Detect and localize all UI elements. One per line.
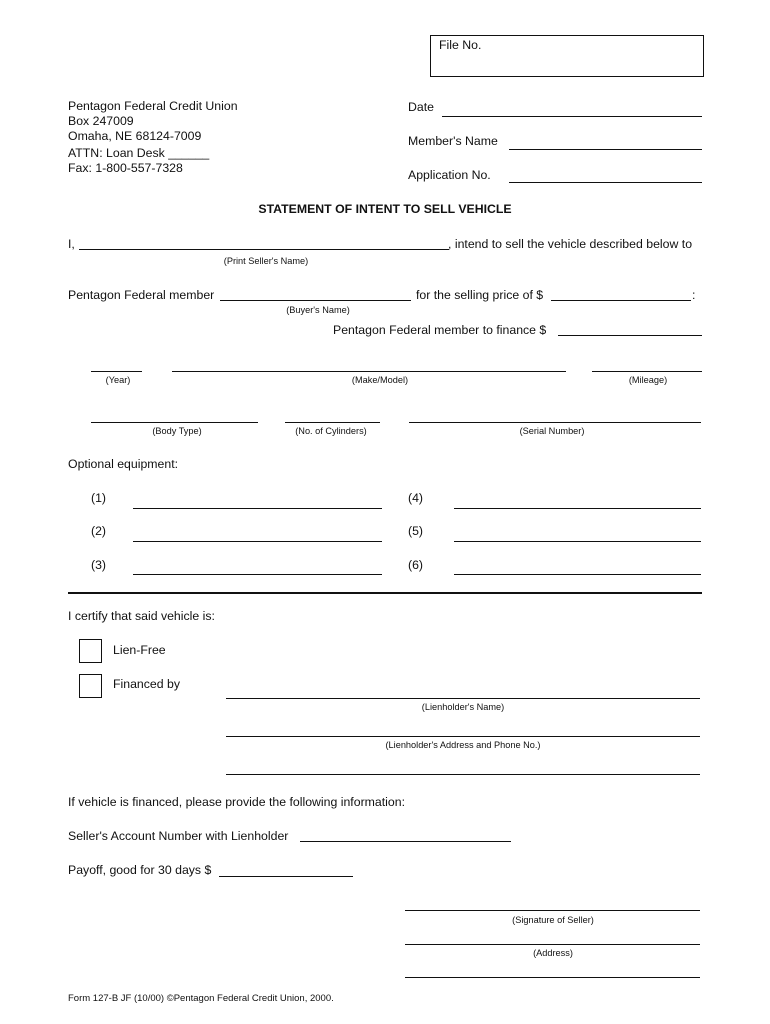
date-field[interactable]: [442, 116, 702, 117]
payoff-amount-field[interactable]: [219, 876, 353, 877]
financed-by-checkbox[interactable]: [79, 674, 102, 698]
certify-label: I certify that said vehicle is:: [68, 609, 215, 623]
equipment-number-1: (1): [91, 491, 107, 505]
payoff-label: Payoff, good for 30 days $: [68, 863, 212, 877]
optional-equipment-label: Optional equipment:: [68, 457, 179, 471]
section-divider: [68, 592, 702, 594]
buyer-prefix: Pentagon Federal member: [68, 288, 215, 302]
seller-name-field[interactable]: [79, 249, 449, 250]
address-line-3: Omaha, NE 68124-7009: [68, 129, 202, 143]
seller-signature-caption: (Signature of Seller): [512, 915, 594, 925]
date-label: Date: [408, 100, 434, 114]
financed-by-label: Financed by: [113, 677, 180, 691]
finance-amount-field[interactable]: [558, 335, 702, 336]
form-footer: Form 127-B JF (10/00) ©Pentagon Federal Credit Union, 2000.: [68, 993, 334, 1004]
lienholder-address-field[interactable]: [226, 736, 700, 737]
lien-free-checkbox[interactable]: [79, 639, 102, 663]
mileage-caption: (Mileage): [628, 375, 668, 385]
equipment-number-4: (4): [408, 491, 424, 505]
lienholder-address-caption: (Lienholder's Address and Phone No.): [385, 740, 541, 750]
seller-suffix: , intend to sell the vehicle described below to: [448, 237, 693, 251]
account-number-field[interactable]: [300, 841, 511, 842]
address-line-1: Pentagon Federal Credit Union: [68, 99, 238, 113]
file-no-box[interactable]: [430, 35, 704, 77]
account-number-label: Seller's Account Number with Lienholder: [68, 829, 289, 843]
cylinders-field[interactable]: [285, 422, 380, 423]
member-name-label: Member's Name: [408, 134, 498, 148]
mileage-field[interactable]: [592, 371, 702, 372]
form-title: STATEMENT OF INTENT TO SELL VEHICLE: [258, 202, 512, 216]
seller-name-caption: (Print Seller's Name): [223, 256, 309, 266]
seller-address-field[interactable]: [405, 944, 700, 945]
equipment-field-2[interactable]: [133, 541, 382, 542]
buyer-name-caption: (Buyer's Name): [286, 305, 350, 315]
member-name-field[interactable]: [509, 149, 702, 150]
seller-signature-field[interactable]: [405, 910, 700, 911]
make-model-field[interactable]: [172, 371, 566, 372]
financed-info-intro: If vehicle is financed, please provide the following information:: [68, 795, 405, 809]
lienholder-extra-field[interactable]: [226, 774, 700, 775]
application-no-field[interactable]: [509, 182, 702, 183]
lien-free-label: Lien-Free: [113, 643, 166, 657]
equipment-field-6[interactable]: [454, 574, 701, 575]
address-line-5: Fax: 1-800-557-7328: [68, 161, 183, 175]
year-field[interactable]: [91, 371, 142, 372]
address-line-4: ATTN: Loan Desk ______: [68, 146, 210, 160]
buyer-price-label: for the selling price of $: [416, 288, 544, 302]
equipment-field-5[interactable]: [454, 541, 701, 542]
lienholder-name-caption: (Lienholder's Name): [421, 702, 505, 712]
equipment-field-3[interactable]: [133, 574, 382, 575]
body-type-field[interactable]: [91, 422, 258, 423]
file-no-label: File No.: [439, 38, 482, 52]
body-type-caption: (Body Type): [152, 426, 202, 436]
seller-prefix: I,: [68, 237, 75, 251]
seller-address-caption: (Address): [533, 948, 573, 958]
serial-number-caption: (Serial Number): [519, 426, 585, 436]
buyer-line-end: :: [692, 288, 696, 302]
seller-address-field-2[interactable]: [405, 977, 700, 978]
equipment-number-6: (6): [408, 558, 424, 572]
make-model-caption: (Make/Model): [351, 375, 409, 385]
equipment-field-1[interactable]: [133, 508, 382, 509]
lienholder-name-field[interactable]: [226, 698, 700, 699]
year-caption: (Year): [105, 375, 131, 385]
buyer-name-field[interactable]: [220, 300, 411, 301]
equipment-number-2: (2): [91, 524, 107, 538]
address-line-2: Box 247009: [68, 114, 134, 128]
equipment-number-5: (5): [408, 524, 424, 538]
cylinders-caption: (No. of Cylinders): [295, 426, 367, 436]
selling-price-field[interactable]: [551, 300, 691, 301]
equipment-number-3: (3): [91, 558, 107, 572]
equipment-field-4[interactable]: [454, 508, 701, 509]
serial-number-field[interactable]: [409, 422, 701, 423]
finance-label: Pentagon Federal member to finance $: [333, 323, 547, 337]
application-no-label: Application No.: [408, 168, 491, 182]
